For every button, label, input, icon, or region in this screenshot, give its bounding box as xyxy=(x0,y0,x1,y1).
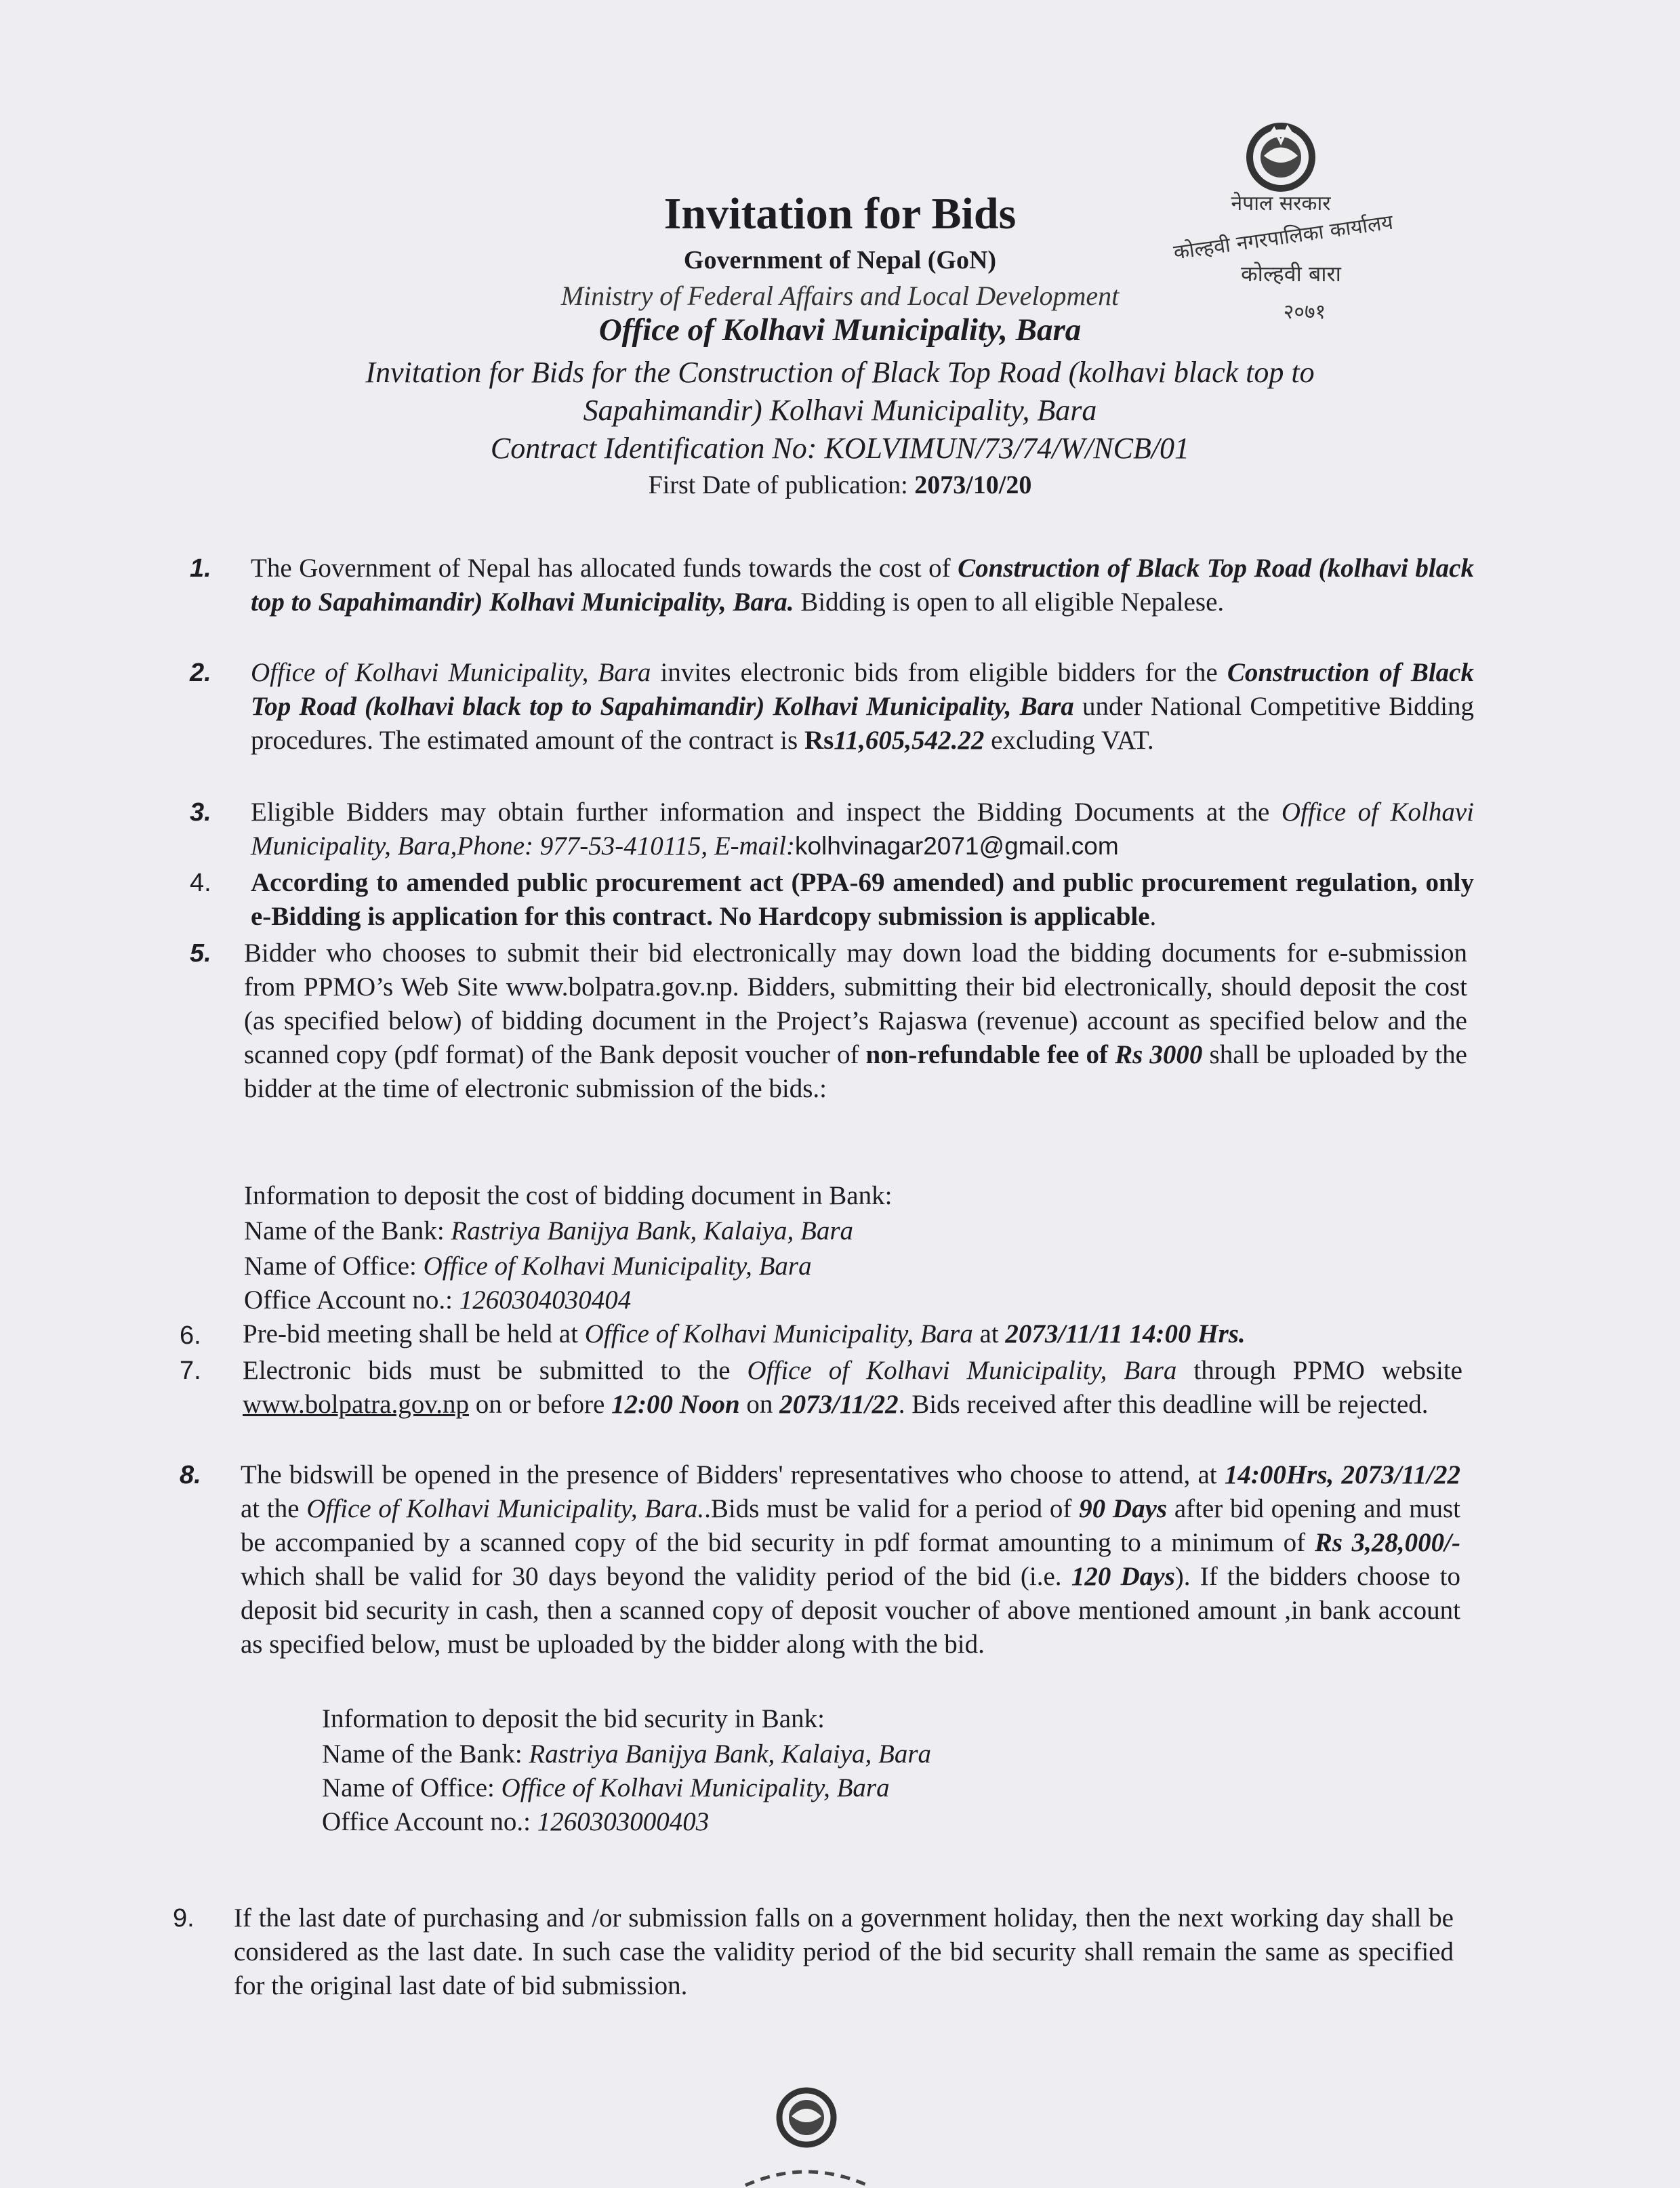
project-prefix: Invitation for Bids for the xyxy=(365,356,678,389)
item-8-text xyxy=(241,1458,1460,1661)
item-2-part-a: Office of Kolhavi Municipality, Bara xyxy=(251,658,651,687)
item-9-text: If the last date of purchasing and /or submission falls on a government holiday, then the next working day shall be considered as the last date. In such case the validity period of the bid security shall remain the same as specified for the original last date of bid submission. xyxy=(234,1903,1454,2000)
item-1-text xyxy=(251,552,1474,619)
item-8-part-i: which shall be valid for 30 days beyond the validity period of the bid (i.e. xyxy=(241,1562,1071,1591)
bank2-name-label: Name of the Bank: xyxy=(322,1739,529,1769)
item-2-text xyxy=(251,656,1474,758)
item-1-part-a: The Government of Nepal has allocated funds towards the cost of xyxy=(251,554,958,583)
item-3-text xyxy=(251,796,1474,863)
item-7-date: 2073/11/22 xyxy=(779,1390,899,1419)
bank2-name-value: Rastriya Banijya Bank, Kalaiya, Bara xyxy=(529,1739,932,1769)
item-8-office: Office of Kolhavi Municipality, Bara. xyxy=(306,1494,705,1523)
item-number-3: 3. xyxy=(190,798,211,827)
bank2-account-value: 1260303000403 xyxy=(537,1807,710,1836)
item-7-part-g: on xyxy=(739,1390,780,1419)
bank1-account xyxy=(244,1285,631,1315)
ministry-name: Ministry of Federal Affairs and Local Development xyxy=(560,281,1120,311)
bank1-name xyxy=(244,1216,853,1246)
item-1-part-b: Construction of Black Top Road (kolhavi black top to Sapahimandir) Kolhavi Municipality, Bara. xyxy=(251,554,1474,617)
item-8-security-amount: Rs 3,28,000/- xyxy=(1314,1528,1461,1557)
bank1-office-label: Name of Office: xyxy=(244,1252,424,1281)
item-5-fee: Rs 3000 xyxy=(1115,1040,1203,1069)
item-8-datetime: 14:00Hrs, 2073/11/22 xyxy=(1224,1460,1460,1489)
item-1-part-c: Bidding is open to all eligible Nepalese. xyxy=(794,587,1225,617)
bank2-account xyxy=(322,1807,709,1837)
item-number-5: 5. xyxy=(190,939,211,968)
item-5-part-b: non-refundable fee of xyxy=(865,1040,1115,1069)
item-7-part-e: on or before xyxy=(468,1390,612,1419)
item-3-part-a: Eligible Bidders may obtain further information and inspect the Bidding Documents at the xyxy=(251,798,1282,827)
bank2-office xyxy=(322,1773,890,1803)
seal-year-text: २०७१ xyxy=(1283,300,1326,324)
bank1-name-value: Rastriya Banijya Bank, Kalaiya, Bara xyxy=(451,1216,854,1245)
item-7-part-a: Electronic bids must be submitted to the xyxy=(243,1356,747,1385)
page-title: Invitation for Bids xyxy=(663,189,1017,239)
item-5-text xyxy=(244,936,1467,1106)
item-7-part-i: . Bids received after this deadline will be rejected. xyxy=(898,1390,1429,1419)
bottom-seal-icon xyxy=(718,2070,895,2188)
item-8-days: 120 Days xyxy=(1071,1562,1175,1591)
bank1-name-label: Name of the Bank: xyxy=(244,1216,451,1245)
item-2-part-g: excluding VAT. xyxy=(984,726,1154,755)
office-name: Office of Kolhavi Municipality, Bara xyxy=(598,312,1082,348)
item-number-8: 8. xyxy=(180,1461,201,1489)
seal-arc-text: कोल्हवी नगरपालिका कार्यालय xyxy=(1172,210,1395,265)
publication-value: 2073/10/20 xyxy=(914,471,1032,499)
item-6-part-b: Office of Kolhavi Municipality, Bara xyxy=(584,1319,973,1348)
bank2-office-value: Office of Kolhavi Municipality, Bara xyxy=(501,1773,890,1802)
item-2-part-b: invites electronic bids from eligible bidders for the xyxy=(651,658,1227,687)
item-8-part-e: .Bids must be valid for a period of xyxy=(704,1494,1080,1523)
item-8-validity: 90 Days xyxy=(1079,1494,1168,1523)
contract-number: KOLVIMUN/73/74/W/NCB/01 xyxy=(824,432,1190,465)
item-4-text xyxy=(251,866,1474,934)
ppmo-website-link[interactable]: www.bolpatra.gov.np xyxy=(243,1390,469,1419)
item-number-7: 7. xyxy=(180,1357,201,1385)
item-6-datetime: 2073/11/11 14:00 Hrs. xyxy=(1005,1319,1246,1348)
bank1-account-label: Office Account no.: xyxy=(244,1285,459,1315)
item-3-part-b: Office of Kolhavi Municipality, Bara,Phone: 977-53-410115, E-mail: xyxy=(251,798,1474,861)
item-number-9: 9. xyxy=(173,1904,194,1933)
item-2-part-e: Rs xyxy=(804,726,834,755)
seal-bottom-text: कोल्हवी बारा xyxy=(1241,261,1341,287)
bank1-office-value: Office of Kolhavi Municipality, Bara xyxy=(423,1252,812,1281)
item-number-1: 1. xyxy=(190,554,211,583)
item-7-time: 12:00 Noon xyxy=(611,1390,740,1419)
item-8-part-k: ). If the bidders choose to deposit bid security in cash, then a scanned copy of deposit voucher of above mentioned amount ,in bank account as specified below, must be uploaded by the bidder along with the bid. xyxy=(241,1562,1460,1659)
bank1-account-value: 1260304030404 xyxy=(459,1285,632,1315)
item-6-part-c: at xyxy=(972,1319,1006,1348)
item-2-part-c: Construction of Black Top Road (kolhavi black top to Sapahimandir) Kolhavi Municipality, Bara xyxy=(251,658,1474,721)
item-5-part-d: shall be uploaded by the bidder at the time of electronic submission of the bids.: xyxy=(244,1040,1467,1103)
government-name: Government of Nepal (GoN) xyxy=(683,246,997,274)
item-2-amount: 11,605,542.22 xyxy=(834,726,985,755)
item-4-bold: According to amended public procurement act (PPA-69 amended) and public procurement regulation, only e-Bidding is application for this contract. No Hardcopy submission is applicable xyxy=(251,868,1474,931)
bank2-title: Information to deposit the bid security in Bank: xyxy=(322,1704,825,1733)
contract-label: Contract Identification No: xyxy=(490,432,825,465)
item-8-part-c: at the xyxy=(241,1494,307,1523)
item-2-part-d: under National Competitive Bidding procedures. The estimated amount of the contract is xyxy=(251,692,1474,755)
item-6-part-a: Pre-bid meeting shall be held at xyxy=(243,1319,585,1348)
item-number-6: 6. xyxy=(180,1321,201,1350)
bank2-account-label: Office Account no.: xyxy=(322,1807,537,1836)
item-7-part-c: through PPMO website xyxy=(1176,1356,1462,1385)
item-7-part-b: Office of Kolhavi Municipality, Bara xyxy=(747,1356,1177,1385)
project-line-1 xyxy=(0,355,1680,390)
item-8-part-g: after bid opening and must be accompanied by a scanned copy of the bid security in pdf format amounting to a minimum of xyxy=(241,1494,1460,1557)
item-3-email: kolhvinagar2071@gmail.com xyxy=(794,832,1119,860)
publication-label: First Date of publication: xyxy=(648,471,915,499)
item-7-text xyxy=(243,1354,1462,1422)
publication-date xyxy=(0,470,1680,500)
bank1-office xyxy=(244,1251,812,1281)
project-line-2: Sapahimandir) Kolhavi Municipality, Bara xyxy=(583,394,1097,427)
item-6-text xyxy=(243,1319,1246,1349)
bank1-title: Information to deposit the cost of bidding document in Bank: xyxy=(244,1181,893,1210)
item-4-end: . xyxy=(1149,902,1157,931)
item-5-part-a: Bidder who chooses to submit their bid electronically may down load the bidding documents for e-submission from PPMO’s Web Site www.bolpatra.gov.np. Bidders, submitting their bid electronically, should deposit the cost (as specified below) of bidding document in the Project’s Rajaswa (revenue) account as specified below and the scanned copy (pdf format) of the Bank deposit voucher of xyxy=(244,938,1467,1069)
contract-id xyxy=(0,431,1680,466)
seal-center-text: नेपाल सरकार xyxy=(1231,192,1331,215)
item-number-4: 4. xyxy=(190,869,211,897)
bank2-office-label: Name of Office: xyxy=(322,1773,501,1802)
item-number-2: 2. xyxy=(190,659,211,687)
project-title-1: Construction of Black Top Road (kolhavi black top to xyxy=(678,356,1315,389)
bank2-name xyxy=(322,1739,931,1769)
item-8-part-a: The bidswill be opened in the presence of Bidders' representatives who choose to attend, at xyxy=(241,1460,1225,1489)
